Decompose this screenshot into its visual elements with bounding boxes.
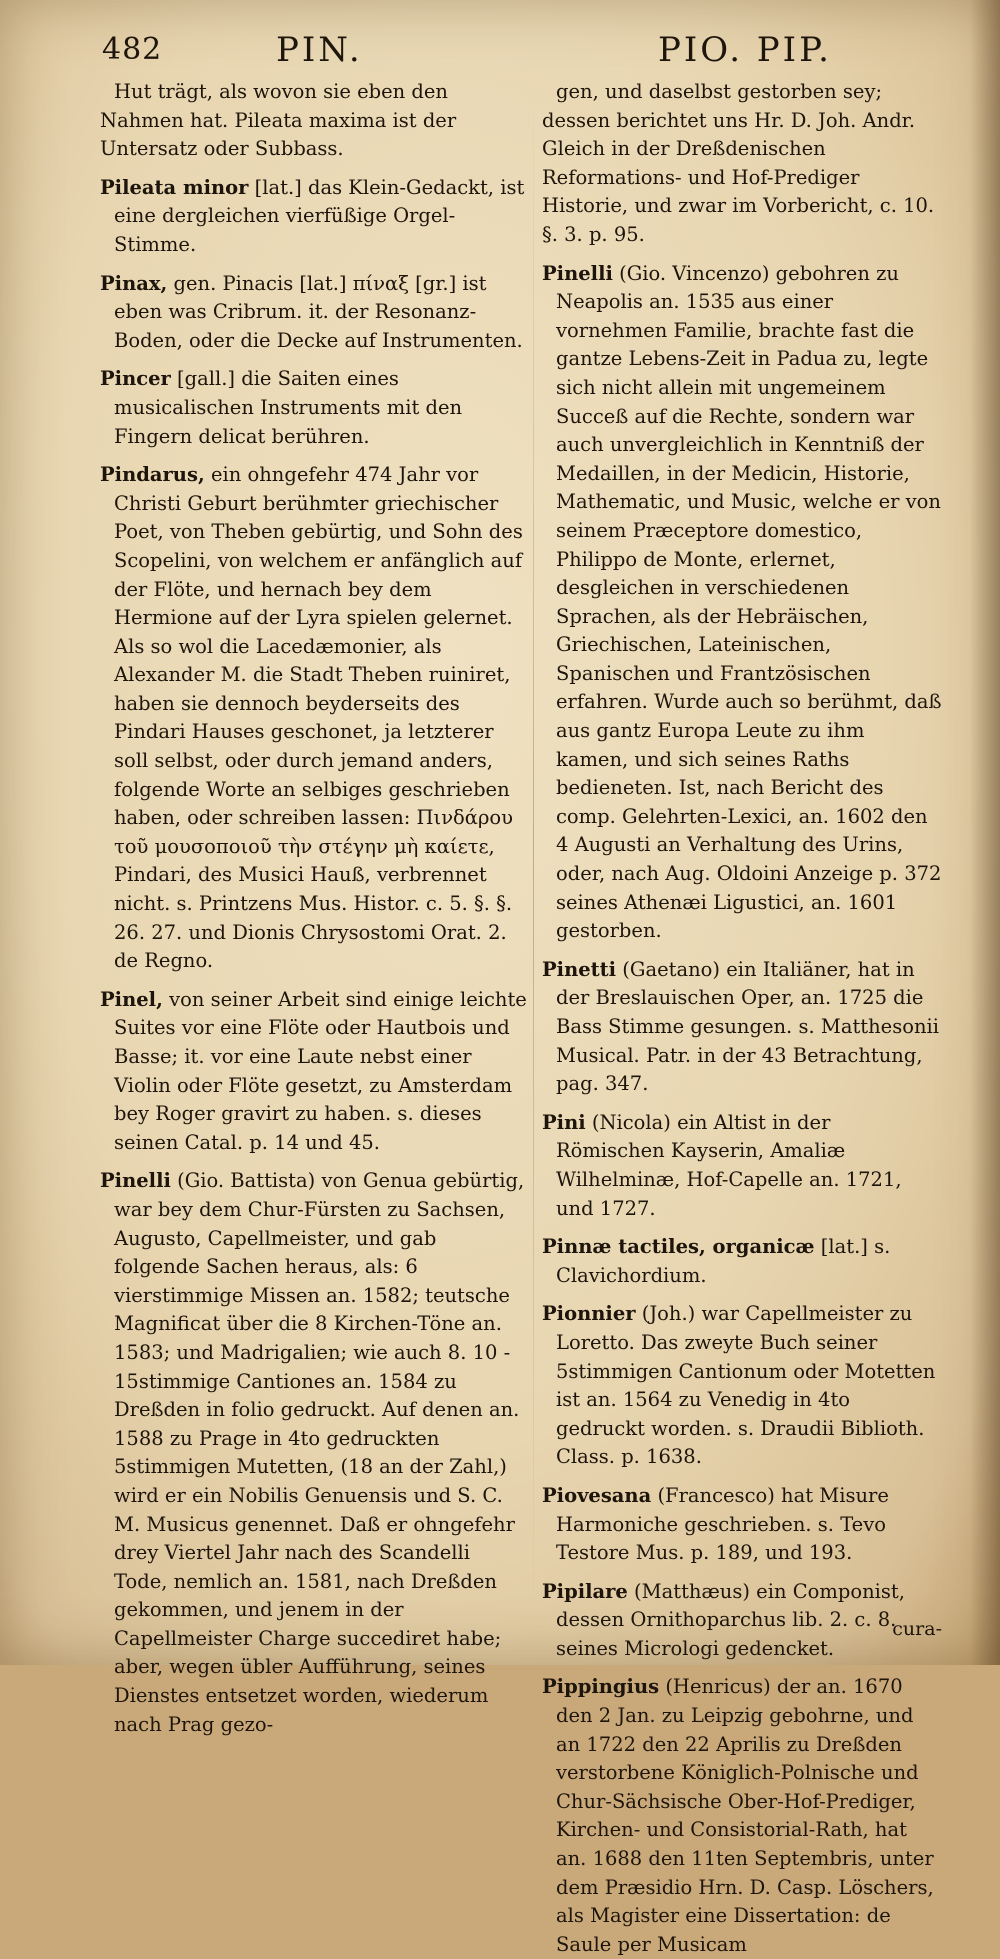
catchword: cura- (892, 1618, 942, 1640)
entry (542, 1578, 942, 1664)
entry-text: (Gio. Battista) von Genua gebürtig, war bey dem Chur-Fürsten zu Sachsen, Augusto, Capellmeister, und gab folgende Sachen heraus, als: 6 vierstimmige Missen an. 1582; teutsche Magnificat über die 8 Kirchen-Töne an. 1583; und Madrigalien; wie auch 8. 10 - 15stimmige Cantiones an. 1584 zu Dreßden in folio gedruckt. Auf denen an. 1588 zu Prage in 4to gedruckten 5stimmigen Mutetten, (18 an der Zahl,) wird er ein Nobilis Genuensis und S. C. M. Musicus genennet. Daß er ohngefehr drey Viertel Jahr nach des Scandelli Tode, nemlich an. 1581, nach Dreßden gekommen, und jenem in der Capellmeister Charge succediret habe; aber, wegen übler Aufführung, seines Dienstes entsetzet worden, wiederum nach Prag gezo- (114, 1169, 525, 1736)
entry-headword: Pinelli (100, 1169, 171, 1193)
entry-text: (Matthæus) ein Componist, dessen Ornithoparchus lib. 2. c. 8. seines Micrologi gedencket. (556, 1579, 905, 1660)
entry (542, 260, 942, 946)
entry (542, 1109, 942, 1223)
entry (542, 1673, 942, 1959)
running-header (0, 22, 1000, 72)
entry-text: [lat.] das Klein-Gedackt, ist eine dergleichen vierfüßige Orgel-Stimme. (114, 175, 525, 256)
entry-headword: Pincer (100, 367, 171, 391)
entry-headword: Pileata minor (100, 175, 249, 199)
entry (100, 1167, 528, 1739)
entry (100, 986, 528, 1158)
entry-headword: Pionnier (542, 1302, 636, 1326)
entry-headword: Pini (542, 1110, 586, 1134)
entry-text: (Joh.) war Capellmeister zu Loretto. Das zweyte Buch seiner 5stimmigen Cantionum oder Motetten ist an. 1564 zu Venedig in 4to gedruckt worden. s. Draudii Biblioth. Class. p. 1638. (556, 1302, 936, 1469)
running-title-left: PIN. (276, 30, 363, 70)
entry (542, 1482, 942, 1568)
entry-headword: Pinax, (100, 271, 168, 295)
entry (100, 365, 528, 451)
entry-headword: Pippingius (542, 1675, 660, 1699)
entry-headword: Piovesana (542, 1483, 652, 1507)
entry-text: gen, und daselbst gestorben sey; dessen berichtet uns Hr. D. Joh. Andr. Gleich in der Dreßdenischen Reformations- und Hof-Prediger Historie, und zwar im Vorbericht, c. 10. §. 3. p. 95. (542, 80, 935, 246)
entry (542, 78, 942, 250)
left-column (100, 78, 528, 1736)
entry-text: (Nicola) ein Altist in der Römischen Kayserin, Amaliæ Wilhelminæ, Hof-Capelle an. 1721, und 1727. (556, 1110, 902, 1220)
entry (100, 174, 528, 260)
entry-text: [lat.] s. Clavichordium. (556, 1235, 891, 1287)
entry-text: (Gaetano) ein Italiäner, hat in der Breslauischen Oper, an. 1725 die Bass Stimme gesungen. s. Matthesonii Musical. Patr. in der 43 Betrachtung, pag. 347. (556, 957, 939, 1096)
entry-text: Hut trägt, als wovon sie eben den Nahmen hat. Pileata maxima ist der Untersatz oder Subbass. (100, 80, 457, 161)
right-column (542, 78, 942, 1956)
page-gutter-shadow (970, 0, 1000, 1665)
entry-text: (Gio. Vincenzo) gebohren zu Neapolis an. 1535 aus einer vornehmen Familie, brachte fast die gantze Lebens-Zeit in Padua zu, legte sich nicht allein mit ungemeinem Succeß auf die Rechte, sondern war auch unvergleichlich in Kenntniß der Medaillen, in der Medicin, Historie, Mathematic, und Music, welche er von seinem Præceptore domestico, Philippo de Monte, erlernet, desgleichen in verschiedenen Sprachen, als der Hebräischen, Griechischen, Lateinischen, Spanischen und Frantzösischen erfahren. Wurde auch so berühmt, daß aus gantz Europa Leute zu ihm kamen, und sich seines Raths bedieneten. Ist, nach Bericht des comp. Gelehrten-Lexici, an. 1602 den 4 Augusti an Verhaltung des Urins, oder, nach Aug. Oldoini Anzeige p. 372 seines Athenæi Ligustici, an. 1601 gestorben. (556, 261, 942, 943)
entry-text: (Francesco) hat Misure Harmoniche geschrieben. s. Tevo Testore Mus. p. 189, und 193. (556, 1483, 889, 1565)
entry-text: gen. Pinacis [lat.] πίναξ [gr.] ist eben was Cribrum. it. der Resonanz-Boden, oder die Decke auf Instrumenten. (114, 271, 523, 352)
entry-text: ein ohngefehr 474 Jahr vor Christi Geburt berühmter griechischer Poet, von Theben gebürtig, und Sohn des Scopelini, von welchem er anfänglich auf der Flöte, und hernach bey dem Hermione auf der Lyra spielen gelernet. Als so wol die Lacedæmonier, als Alexander M. die Stadt Theben ruiniret, haben sie dennoch beyderseits des Pindari Hauses geschonet, ja letzterer soll selbst, oder durch jemand anders, folgende Worte an selbiges geschrieben haben, oder schreiben lassen: Πινδάρου τοῦ μουσοποιοῦ τὴν στέγην μὴ καίετε, Pindari, des Musici Hauß, verbrennet nicht. s. Printzens Mus. Histor. c. 5. §. §. 26. 27. und Dionis Chrysostomi Orat. 2. de Regno. (114, 463, 523, 973)
entry-text: (Henricus) der an. 1670 den 2 Jan. zu Leipzig gebohrne, und an 1722 den 22 Aprilis zu Dreßden verstorbene Königlich-Polnische und Chur-Sächsische Ober-Hof-Prediger, Kirchen- und Consistorial-Rath, hat an. 1688 den 11ten Septembris, unter dem Præsidio Hrn. D. Casp. Löschers, als Magister eine Dissertation: de Saule per Musicam (556, 1675, 934, 1956)
entry (100, 78, 528, 164)
entry (542, 1300, 942, 1472)
entry-text: von seiner Arbeit sind einige leichte Suites vor eine Flöte oder Hautbois und Basse; it. vor eine Laute nebst einer Violin oder Flöte gesetzt, zu Amsterdam bey Roger gravirt zu haben. s. dieses seinen Catal. p. 14 und 45. (114, 987, 527, 1154)
column-divider (533, 70, 534, 1630)
entry-text: [gall.] die Saiten eines musicalischen Instruments mit den Fingern delicat berühren. (114, 367, 463, 448)
entry (542, 956, 942, 1099)
running-title-right: PIO. PIP. (658, 30, 832, 70)
page-number: 482 (102, 32, 163, 67)
entry (100, 461, 528, 976)
entry-headword: Pinelli (542, 261, 613, 285)
entry (100, 270, 528, 356)
entry-headword: Pinel, (100, 987, 163, 1011)
entry-headword: Pindarus, (100, 463, 205, 487)
entry-headword: Pinetti (542, 957, 617, 981)
entry (542, 1233, 942, 1290)
entry-headword: Pipilare (542, 1579, 628, 1603)
entry-headword: Pinnæ tactiles, organicæ (542, 1235, 815, 1259)
